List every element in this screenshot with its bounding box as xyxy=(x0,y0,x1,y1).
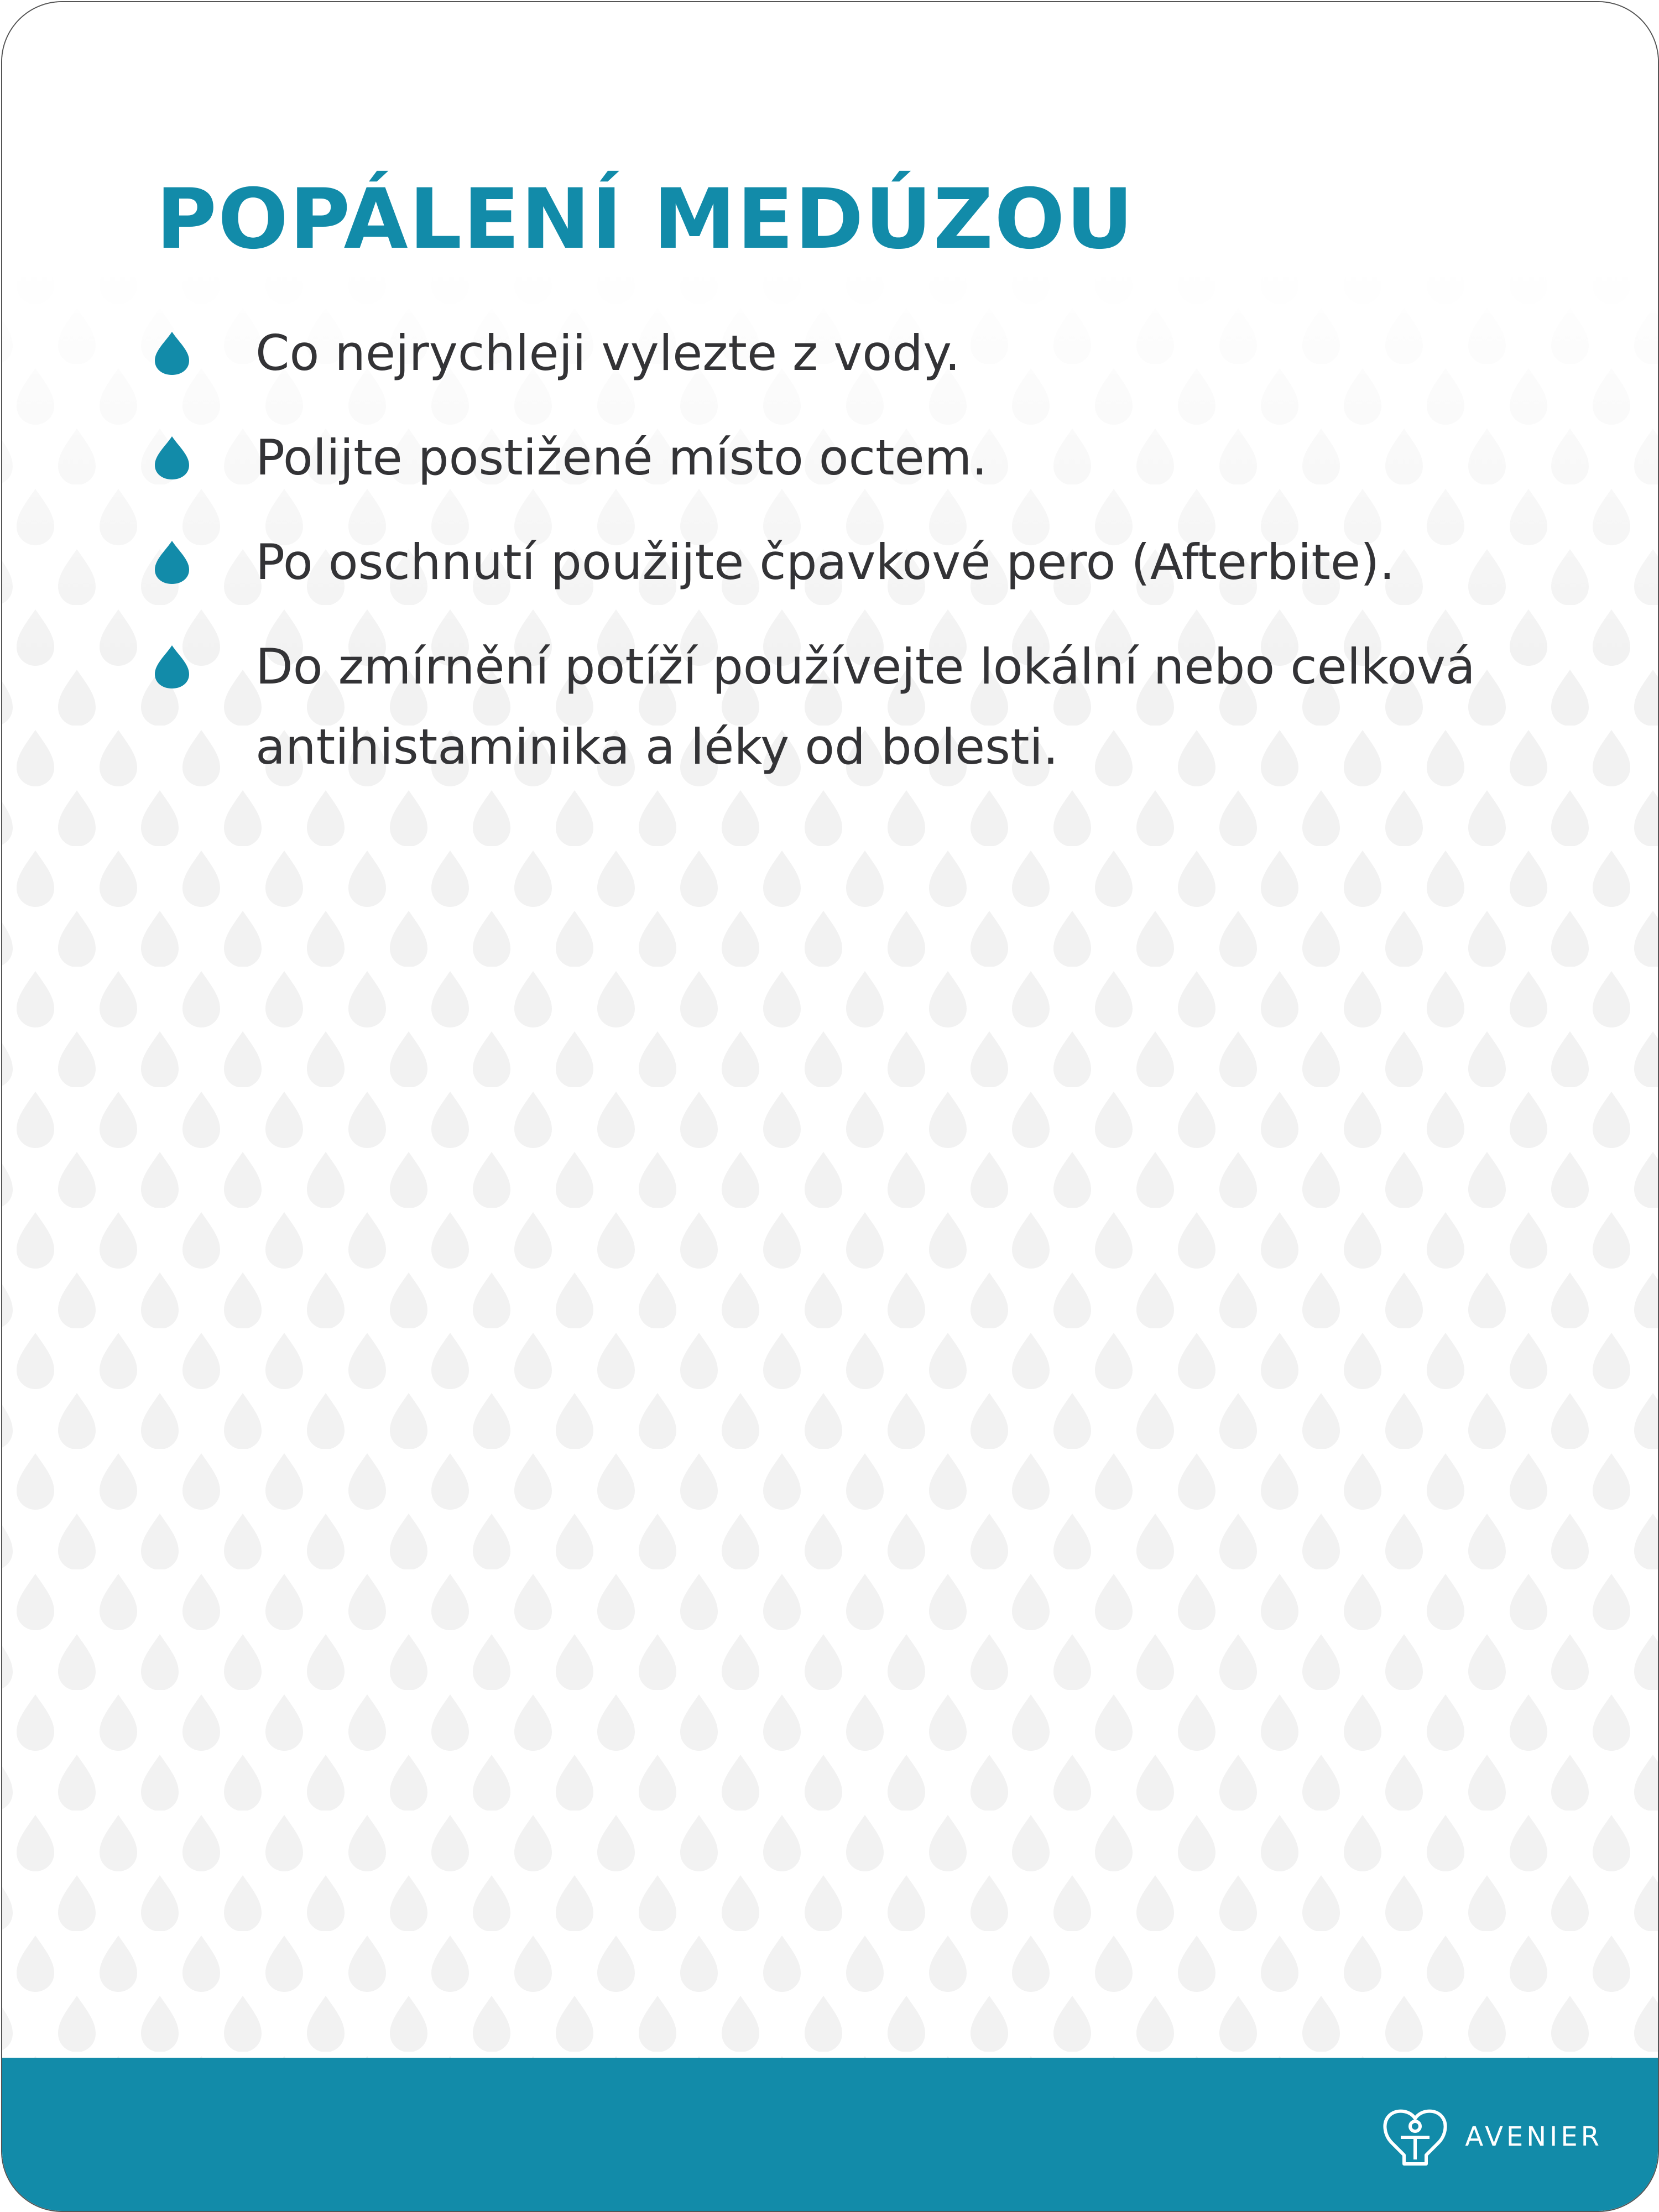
info-card xyxy=(1,1,1659,2212)
instructions-list xyxy=(153,313,1568,811)
list-item-text: Co nejrychleji vylezte z vody. xyxy=(255,325,961,382)
list-item xyxy=(153,522,1568,602)
list-item-text: Po oschnutí použijte čpavkové pero (Afterbite). xyxy=(255,534,1395,591)
brand-name: AVENIER xyxy=(1465,2121,1603,2152)
list-item-text: Polijte postižené místo octem. xyxy=(255,429,988,486)
list-item xyxy=(153,627,1568,787)
drop-icon xyxy=(153,435,191,481)
list-item-text: Do zmírnění potíží používejte lokální nebo celková antihistaminika a léky od bolesti. xyxy=(255,638,1475,775)
list-item xyxy=(153,313,1568,393)
list-item xyxy=(153,418,1568,498)
drop-icon xyxy=(153,644,191,690)
brand-logo xyxy=(1382,2106,1603,2167)
page-title: POPÁLENÍ MEDÚZOU xyxy=(156,171,1135,268)
drop-icon xyxy=(153,331,191,376)
footer-bar xyxy=(2,2058,1658,2212)
avenier-logo-icon xyxy=(1382,2106,1448,2167)
drop-icon xyxy=(153,540,191,585)
